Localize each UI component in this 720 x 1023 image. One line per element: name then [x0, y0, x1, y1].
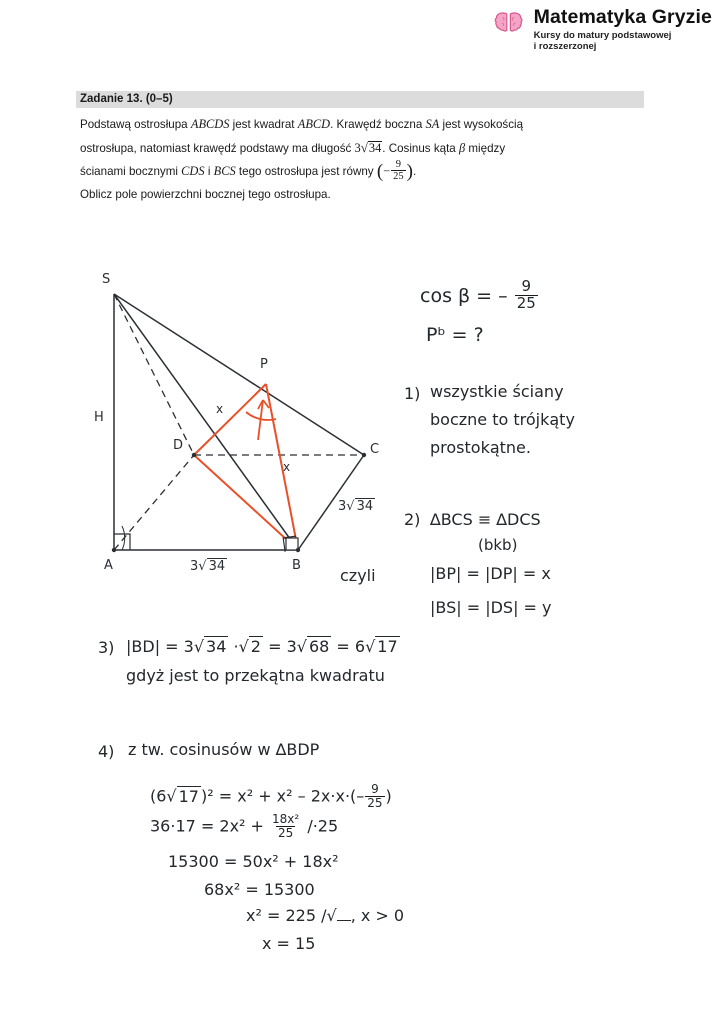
note-step4-title: z tw. cosinusów w ∆BDP	[128, 740, 320, 759]
angle-beta-marker	[246, 400, 276, 440]
note-step4-line4: 68x² = 15300	[204, 880, 315, 899]
brand-subtitle-line1: Kursy do matury podstawowej	[533, 30, 672, 42]
note-step1-line2: boczne to trójkąty	[430, 410, 575, 429]
note-step4-line6: x = 15	[262, 934, 316, 953]
brain-icon	[492, 8, 526, 38]
base-edge-length: 3√34	[354, 140, 382, 155]
label-base-bottom: 3√ 34	[190, 559, 226, 574]
label-x-lower: x	[283, 460, 291, 474]
note-given-cos: cos β = – $\frac{9}{25}$	[420, 277, 536, 312]
note-step4-line1: (6√ 17 )² = x² + x² – 2x·x·(– $\frac{9}{25}$ )	[150, 782, 392, 810]
note-step2-sub: (bkb)	[478, 536, 518, 554]
task-header: Zadanie 13. (0–5)	[76, 91, 644, 108]
edge-SC	[114, 294, 364, 455]
task-line-1: Podstawą ostrosłupa ABCDS jest kwadrat ABCD. Krawędź boczna SA jest wysokością	[80, 117, 524, 131]
task-line-4: Oblicz pole powierzchni bocznej tego ostrosłupa.	[80, 188, 331, 202]
label-height-H: H	[94, 410, 104, 425]
note-step1-line3: prostokątne.	[430, 438, 531, 457]
vertex-label-B: B	[292, 558, 301, 573]
note-step2-eq2: |BS| = |DS| = y	[430, 598, 552, 617]
note-step4-number: 4)	[98, 742, 115, 761]
symbol-abcds: ABCDS	[190, 117, 230, 131]
brand-subtitle-line2: i rozszerzonej	[533, 41, 597, 53]
cos-beta-value: $\frac{9}{25}$	[393, 159, 404, 183]
vertex-label-D: D	[173, 438, 184, 453]
vertex-label-S: S	[102, 272, 111, 287]
note-step3-line1: |BD| = 3√ 34 ·√ 2 = 3√ 68 = 6√ 17	[126, 637, 398, 656]
note-given-pb: Pᵇ = ?	[426, 324, 484, 346]
note-step1-line1: wszystkie ściany	[430, 382, 564, 401]
symbol-cds: CDS	[181, 164, 205, 178]
note-step4-line3: 15300 = 50x² + 18x²	[168, 852, 339, 871]
symbol-bcs: BCS	[213, 164, 236, 178]
vertex-label-P: P	[260, 357, 268, 372]
note-step2-czyli: czyli	[340, 566, 376, 585]
vertex-dot-A	[112, 548, 116, 552]
edge-SB	[114, 294, 298, 550]
right-angle-at-B	[286, 538, 298, 550]
vertex-dot-D	[192, 453, 196, 457]
note-step3-number: 3)	[98, 638, 115, 657]
symbol-abcd: ABCD	[297, 117, 331, 131]
geometry-figure	[70, 262, 400, 592]
right-angle-marks	[114, 526, 298, 552]
task-line-2: ostrosłupa, natomiast krawędź podstawy ma długość 3√34. Cosinus kąta β między	[80, 140, 506, 155]
label-x-upper: x	[216, 402, 224, 416]
note-step2-congruence: ∆BCS ≡ ∆DCS	[430, 510, 541, 529]
symbol-sa: SA	[425, 117, 440, 131]
note-step3-line2: gdyż jest to przekątna kwadratu	[126, 666, 385, 685]
task-statement	[80, 113, 648, 206]
note-step4-line2: 36·17 = 2x² + $\frac{\text{18x²}}{25}$ /·25	[150, 812, 339, 840]
vertex-label-A: A	[104, 558, 113, 573]
note-step1-number: 1)	[404, 384, 421, 403]
edge-AD	[114, 455, 194, 550]
label-base-right: 3√ 34	[338, 499, 374, 514]
vertex-label-C: C	[370, 442, 380, 457]
note-step2-eq1: |BP| = |DP| = x	[430, 564, 551, 583]
task-line-3: ścianami bocznymi CDS i BCS tego ostrosłupa jest równy (− $\frac{9}{25}$ ).	[80, 159, 417, 183]
brand-title: Matematyka Gryzie	[533, 6, 712, 28]
edge-SD	[114, 294, 194, 455]
figure-svg	[70, 262, 400, 592]
note-step4-line5: x² = 225 /√ , x > 0	[246, 906, 405, 925]
brand-header	[492, 6, 712, 53]
symbol-beta: β	[458, 141, 466, 155]
vertex-dot-B	[296, 548, 300, 552]
note-step2-number: 2)	[404, 510, 421, 529]
vertex-dot-C	[362, 453, 366, 457]
